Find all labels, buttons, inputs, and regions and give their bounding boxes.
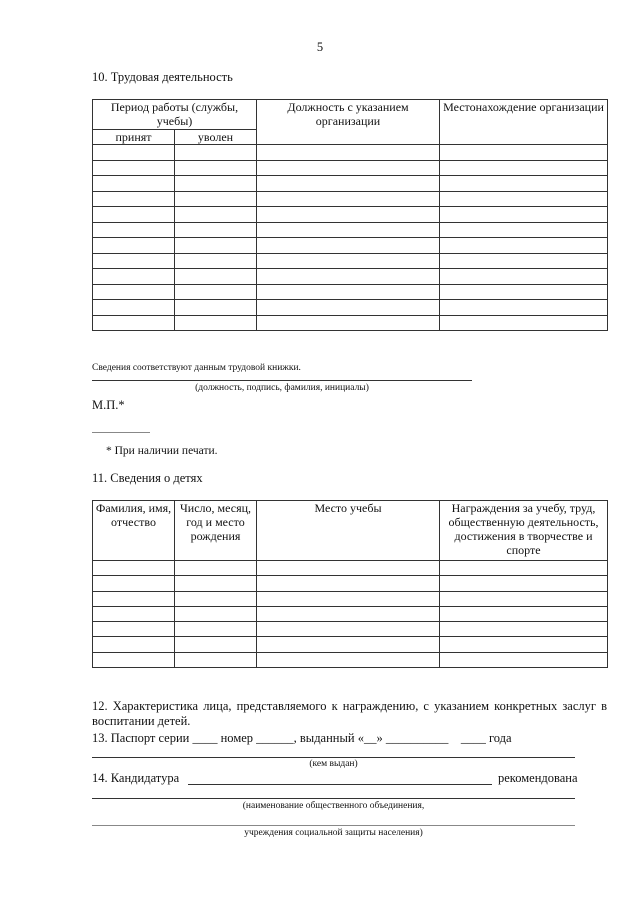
work-table-cell[interactable] bbox=[440, 160, 608, 176]
work-table-cell[interactable] bbox=[93, 300, 175, 316]
children-table-cell[interactable] bbox=[175, 637, 257, 652]
work-table-cell[interactable] bbox=[440, 222, 608, 238]
children-table-cell[interactable] bbox=[93, 637, 175, 652]
children-table-row bbox=[93, 637, 608, 652]
children-table-cell[interactable] bbox=[440, 591, 608, 606]
children-table-cell[interactable] bbox=[93, 561, 175, 576]
work-table-cell[interactable] bbox=[93, 284, 175, 300]
work-table-cell[interactable] bbox=[175, 284, 257, 300]
work-table-row bbox=[93, 176, 608, 192]
children-table-cell[interactable] bbox=[257, 591, 440, 606]
col-position-header: Должность с указанием организации bbox=[257, 100, 440, 145]
children-table-cell[interactable] bbox=[93, 591, 175, 606]
children-table-cell[interactable] bbox=[440, 606, 608, 621]
work-table-cell[interactable] bbox=[175, 145, 257, 161]
children-table-row bbox=[93, 576, 608, 591]
work-table bbox=[92, 99, 608, 331]
children-table-row bbox=[93, 561, 608, 576]
col-birth-header: Число, месяц, год и место рождения bbox=[175, 501, 257, 561]
children-table-cell[interactable] bbox=[440, 637, 608, 652]
work-table-cell[interactable] bbox=[257, 145, 440, 161]
work-table-row bbox=[93, 160, 608, 176]
work-table-cell[interactable] bbox=[440, 300, 608, 316]
col-hired-header: принят bbox=[93, 130, 175, 145]
work-table-cell[interactable] bbox=[440, 207, 608, 223]
children-table-cell[interactable] bbox=[257, 561, 440, 576]
stamp-mark: М.П.* bbox=[92, 398, 125, 412]
children-table-cell[interactable] bbox=[257, 637, 440, 652]
work-table-cell[interactable] bbox=[93, 238, 175, 254]
children-table-cell[interactable] bbox=[257, 576, 440, 591]
work-table-cell[interactable] bbox=[440, 145, 608, 161]
children-table-cell[interactable] bbox=[257, 652, 440, 667]
footnote: * При наличии печати. bbox=[106, 445, 218, 457]
section-14-prefix: 14. Кандидатура bbox=[92, 771, 180, 785]
work-table-cell[interactable] bbox=[440, 284, 608, 300]
work-table-cell[interactable] bbox=[440, 315, 608, 331]
work-table-row bbox=[93, 145, 608, 161]
children-table-cell[interactable] bbox=[175, 591, 257, 606]
work-table-cell[interactable] bbox=[257, 191, 440, 207]
work-table-cell[interactable] bbox=[175, 300, 257, 316]
work-table-cell[interactable] bbox=[257, 253, 440, 269]
children-table-cell[interactable] bbox=[93, 622, 175, 637]
issued-by-caption: (кем выдан) bbox=[309, 759, 358, 769]
work-table-row bbox=[93, 207, 608, 223]
footnote-separator bbox=[92, 432, 150, 433]
work-table-cell[interactable] bbox=[175, 191, 257, 207]
work-table-cell[interactable] bbox=[93, 269, 175, 285]
signature-line bbox=[92, 380, 472, 381]
work-table-row bbox=[93, 238, 608, 254]
children-table-cell[interactable] bbox=[175, 652, 257, 667]
organization-caption: (наименование общественного объединения, bbox=[242, 801, 425, 811]
work-table-cell[interactable] bbox=[93, 160, 175, 176]
children-table-cell[interactable] bbox=[93, 652, 175, 667]
children-table bbox=[92, 500, 608, 668]
confirm-note: Сведения соответствуют данным трудовой книжки. bbox=[92, 363, 301, 373]
work-table-cell[interactable] bbox=[440, 176, 608, 192]
work-table-row bbox=[93, 253, 608, 269]
work-table-cell[interactable] bbox=[175, 238, 257, 254]
section-14-suffix: рекомендована bbox=[498, 771, 578, 785]
signature-caption: (должность, подпись, фамилия, инициалы) bbox=[195, 383, 369, 393]
work-table-cell[interactable] bbox=[257, 207, 440, 223]
col-study-header: Место учебы bbox=[257, 501, 440, 561]
children-table-cell[interactable] bbox=[175, 622, 257, 637]
work-table-cell[interactable] bbox=[175, 269, 257, 285]
work-table-cell[interactable] bbox=[257, 269, 440, 285]
children-table-cell[interactable] bbox=[257, 606, 440, 621]
work-table-cell[interactable] bbox=[175, 315, 257, 331]
work-table-cell[interactable] bbox=[93, 222, 175, 238]
page-number: 5 bbox=[316, 40, 324, 54]
work-table-cell[interactable] bbox=[93, 315, 175, 331]
children-table-cell[interactable] bbox=[257, 622, 440, 637]
work-table-cell[interactable] bbox=[175, 176, 257, 192]
work-table-cell[interactable] bbox=[93, 253, 175, 269]
work-table-cell[interactable] bbox=[440, 253, 608, 269]
children-table-cell[interactable] bbox=[440, 576, 608, 591]
work-table-cell[interactable] bbox=[93, 145, 175, 161]
section-12-text: 12. Характеристика лица, представляемого к награждению, с указанием конкретных заслуг в воспитании детей. bbox=[92, 699, 607, 728]
children-table-cell[interactable] bbox=[175, 606, 257, 621]
work-table-cell[interactable] bbox=[257, 238, 440, 254]
col-awards-header: Награждения за учебу, труд, общественную деятельность, достижения в творчестве и спорте bbox=[440, 501, 608, 561]
work-table-row bbox=[93, 269, 608, 285]
children-table-cell[interactable] bbox=[175, 561, 257, 576]
work-table-row bbox=[93, 315, 608, 331]
children-table-cell[interactable] bbox=[440, 652, 608, 667]
work-table-cell[interactable] bbox=[175, 207, 257, 223]
institution-caption: учреждения социальной защиты населения) bbox=[244, 828, 423, 838]
children-table-cell[interactable] bbox=[440, 561, 608, 576]
section-13-text: 13. Паспорт серии ____ номер ______, выданный «__» __________ ____ года bbox=[92, 731, 512, 745]
work-table-cell[interactable] bbox=[257, 300, 440, 316]
section-11-heading: 11. Сведения о детях bbox=[92, 471, 203, 485]
work-table-cell[interactable] bbox=[440, 238, 608, 254]
work-table-cell[interactable] bbox=[440, 191, 608, 207]
candidate-line bbox=[188, 784, 492, 785]
children-table-row bbox=[93, 606, 608, 621]
work-table-cell[interactable] bbox=[257, 315, 440, 331]
institution-line bbox=[92, 825, 575, 826]
col-dismissed-header: уволен bbox=[175, 130, 257, 145]
children-table-cell[interactable] bbox=[93, 606, 175, 621]
work-table-cell[interactable] bbox=[93, 207, 175, 223]
children-table-row bbox=[93, 591, 608, 606]
work-table-cell[interactable] bbox=[440, 269, 608, 285]
work-table-cell[interactable] bbox=[257, 160, 440, 176]
work-table-cell[interactable] bbox=[175, 222, 257, 238]
issued-by-line bbox=[92, 757, 575, 758]
children-table-cell[interactable] bbox=[93, 576, 175, 591]
col-period-header: Период работы (службы, учебы) bbox=[93, 100, 257, 130]
work-table-cell[interactable] bbox=[93, 176, 175, 192]
children-table-cell[interactable] bbox=[175, 576, 257, 591]
work-table-row bbox=[93, 284, 608, 300]
children-table-cell[interactable] bbox=[440, 622, 608, 637]
work-table-cell[interactable] bbox=[175, 160, 257, 176]
work-table-row bbox=[93, 222, 608, 238]
col-name-header: Фамилия, имя, отчество bbox=[93, 501, 175, 561]
work-table-cell[interactable] bbox=[257, 222, 440, 238]
work-table-cell[interactable] bbox=[175, 253, 257, 269]
organization-line bbox=[92, 798, 575, 799]
work-table-row bbox=[93, 191, 608, 207]
section-10-heading: 10. Трудовая деятельность bbox=[92, 70, 233, 84]
work-table-cell[interactable] bbox=[257, 176, 440, 192]
children-table-row bbox=[93, 622, 608, 637]
col-location-header: Местонахождение организации bbox=[440, 100, 608, 145]
children-table-row bbox=[93, 652, 608, 667]
work-table-cell[interactable] bbox=[257, 284, 440, 300]
work-table-cell[interactable] bbox=[93, 191, 175, 207]
work-table-row bbox=[93, 300, 608, 316]
